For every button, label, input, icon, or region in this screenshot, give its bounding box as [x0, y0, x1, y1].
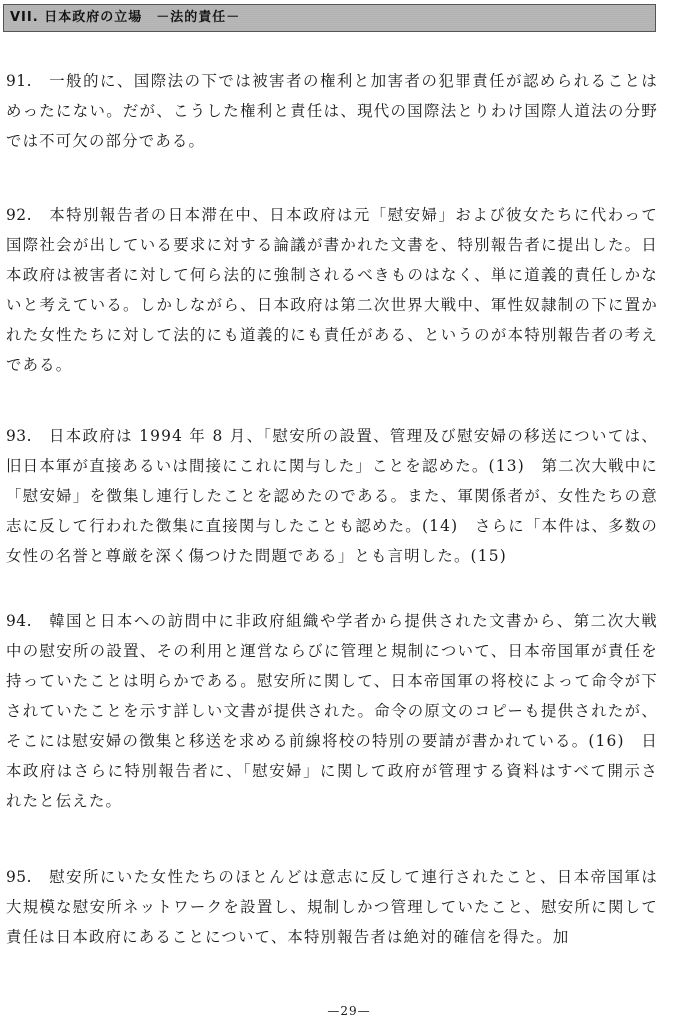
section-header: VII. 日本政府の立場 －法的責任－: [3, 4, 656, 32]
page-number: —29—: [327, 1004, 371, 1018]
paragraph-number: 91.: [6, 72, 32, 90]
paragraph-95: [6, 862, 658, 952]
paragraph-text: 本特別報告者の日本滞在中、日本政府は元「慰安婦」および彼女たちに代わって国際社会が出している要求に対する論議が書かれた文書を、特別報告者に提出した。日本政府は被害者に対して何ら法的に強制されるべきものはなく、単に道義的責任しかないと考えている。しかしながら、日本政府は第二次世界大戦中、軍性奴隷制の下に置かれた女性たちに対して法的にも道義的にも責任がある、というのが本特別報告者の考えである。: [6, 206, 659, 374]
paragraph-text: 韓国と日本への訪問中に非政府組織や学者から提供された文書から、第二次大戦中の慰安所の設置、その利用と運営ならびに管理と規制について、日本帝国軍が責任を持っていたことは明らかである。慰安所に関して、日本帝国軍の将校によって命令が下されていたことを示す詳しい文書が提供された。命令の原文のコピーも提供されたが、そこには慰安婦の徴集と移送を求める前線将校の特別の要請が書かれている。(16) 日本政府はさらに特別報告者に、「慰安婦」に関して政府が管理する資料はすべて開示されたと伝えた。: [6, 612, 658, 810]
paragraph-number: 92.: [6, 206, 32, 224]
paragraph-text: 日本政府は 1994 年 8 月、「慰安所の設置、管理及び慰安婦の移送については、旧日本軍が直接あるいは間接にこれに関与した」ことを認めた。(13) 第二次大戦中に「慰安婦」を徴集し連行したことを認めたのである。また、軍関係者が、女性たちの意志に反して行われた徴集に直接関与したことも認めた。(14) さらに「本件は、多数の女性の名誉と尊厳を深く傷つけた問題である」とも言明した。(15): [6, 427, 658, 565]
paragraph-number: 95.: [6, 868, 32, 886]
paragraph-91: [6, 66, 658, 156]
paragraph-number: 93.: [6, 427, 32, 445]
paragraph-93: [6, 421, 658, 571]
paragraph-text: 一般的に、国際法の下では被害者の権利と加害者の犯罪責任が認められることはめったにない。だが、こうした権利と責任は、現代の国際法とりわけ国際人道法の分野では不可欠の部分である。: [6, 72, 658, 150]
paragraph-text: 慰安所にいた女性たちのほとんどは意志に反して連行されたこと、日本帝国軍は大規模な慰安所ネットワークを設置し、規制しかつ管理していたこと、慰安所に関して責任は日本政府にあることについて、本特別報告者は絶対的確信を得た。加: [6, 868, 658, 946]
paragraph-92: [6, 200, 658, 380]
paragraph-94: [6, 606, 658, 816]
paragraph-number: 94.: [6, 612, 32, 630]
